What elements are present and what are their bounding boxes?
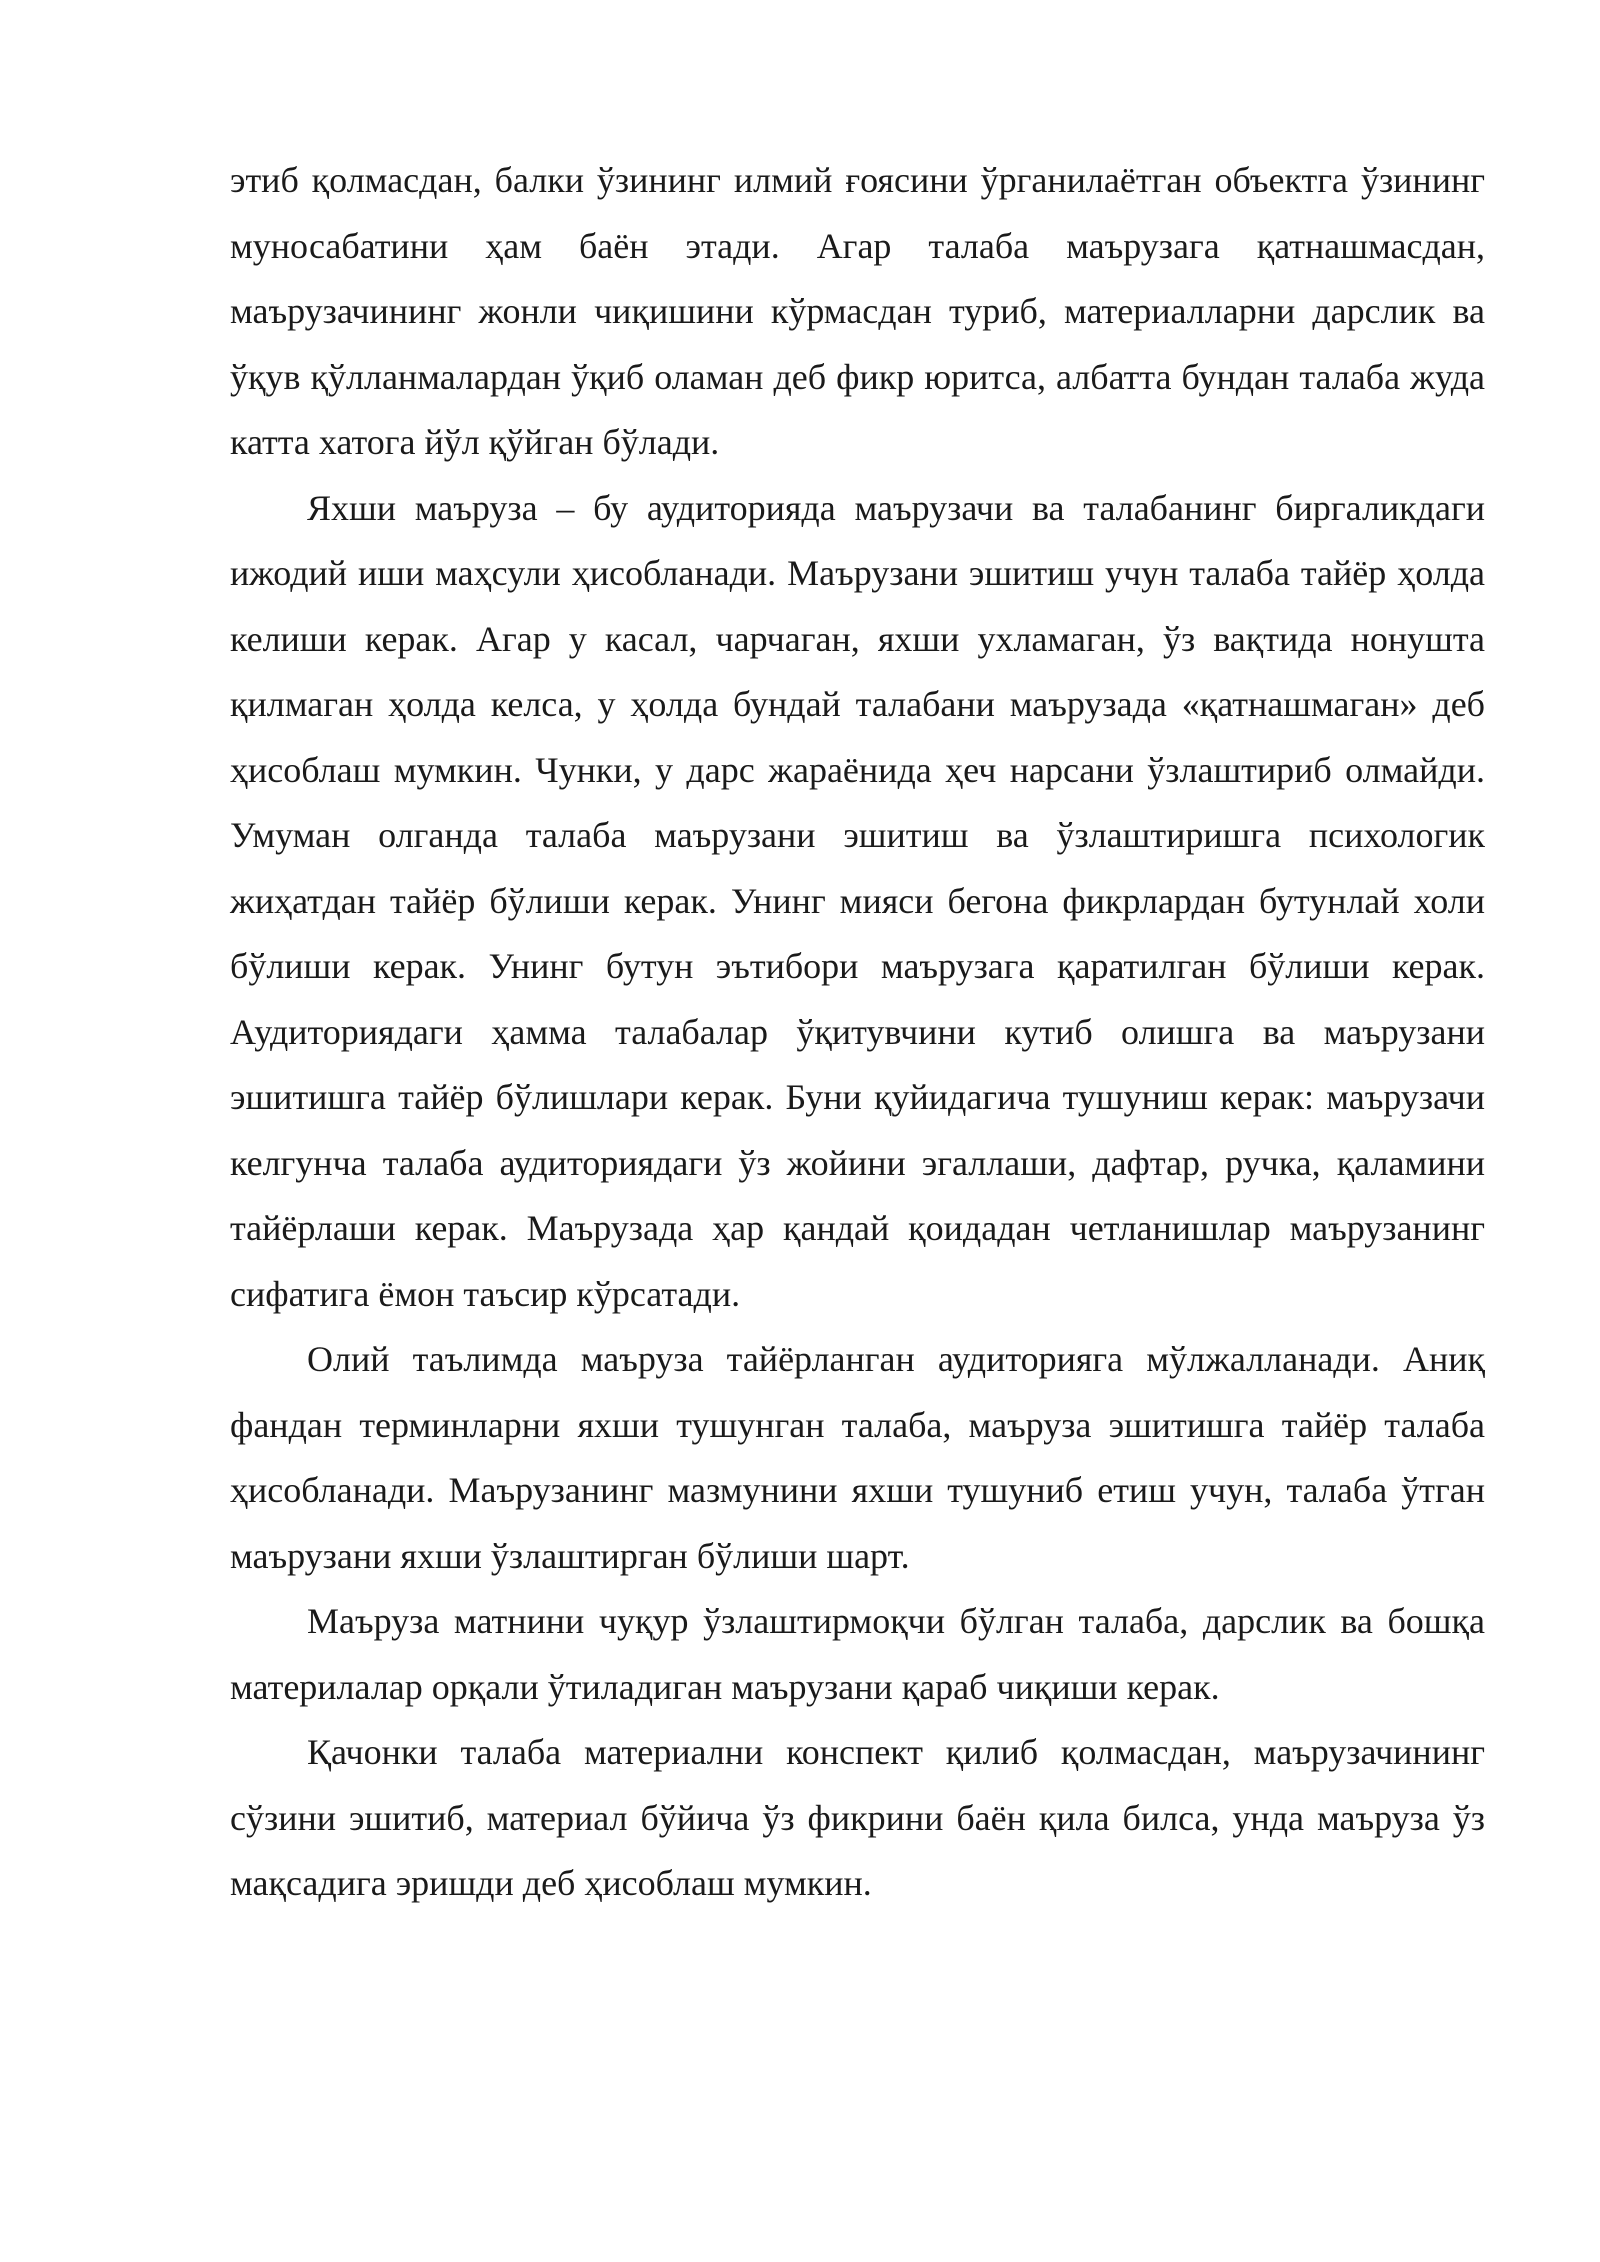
- paragraph-lecture-text: Маъруза матнини чуқур ўзлаштирмоқчи бўлган талаба, дарслик ва бошқа материлалар орқали ўтиладиган маърузани қараб чиқиши керак.: [230, 1601, 1485, 1707]
- paragraph-good-lecture: Яхши маъруза – бу аудиторияда маърузачи ва талабанинг биргаликдаги ижодий иши маҳсули ҳисобланади. Маърузани эшитиш учун талаба тайёр ҳолда келиши керак. Агар у касал, чарчаган, яхши ухламаган, ўз вақтида нонушта қилмаган ҳолда келса, у ҳолда бундай талабани маърузада «қатнашмаган» деб ҳисоблаш мумкин. Чунки, у дарс жараёнида ҳеч нарсани ўзлаштириб олмайди. Умуман олганда талаба маърузани эшитиш ва ўзлаштиришга психологик жиҳатдан тайёр бўлиши керак. Унинг мияси бегона фикрлардан бутунлай холи бўлиши керак. Унинг бутун эътибори маърузага қаратилган бўлиши керак. Аудиториядаги ҳамма талабалар ўқитувчини кутиб олишга ва маърузани эшитишга тайёр бўлишлари керак. Буни қуйидагича тушуниш керак: маърузачи келгунча талаба аудиториядаги ўз жойини эгаллаши, дафтар, ручка, қаламини тайёрлаши керак. Маърузада ҳар қандай қоидадан четланишлар маърузанинг сифатига ёмон таъсир кўрсатади.: [230, 487, 1485, 1314]
- document-body: [230, 148, 1485, 1917]
- paragraph-higher-education: Олий таълимда маъруза тайёрланган аудиторияга мўлжалланади. Аниқ фандан терминларни яхши тушунган талаба, маъруза эшитишга тайёр талаба ҳисобланади. Маърузанинг мазмунини яхши тушуниб етиш учун, талаба ўтган маърузани яхши ўзлаштирган бўлиши шарт.: [230, 1339, 1485, 1576]
- paragraph-continuation: этиб қолмасдан, балки ўзининг илмий ғоясини ўрганилаётган объектга ўзининг муносабатини ҳам баён этади. Агар талаба маърузага қатнашмасдан, маърузачининг жонли чиқишини кўрмасдан туриб, материалларни дарслик ва ўқув қўлланмалардан ўқиб оламан деб фикр юритса, албатта бундан талаба жуда катта хатога йўл қўйган бўлади.: [230, 160, 1485, 462]
- paragraph-lecture-goal: Қачонки талаба материални конспект қилиб қолмасдан, маърузачининг сўзини эшитиб, материал бўйича ўз фикрини баён қила билса, унда маъруза ўз мақсадига эришди деб ҳисоблаш мумкин.: [230, 1732, 1485, 1903]
